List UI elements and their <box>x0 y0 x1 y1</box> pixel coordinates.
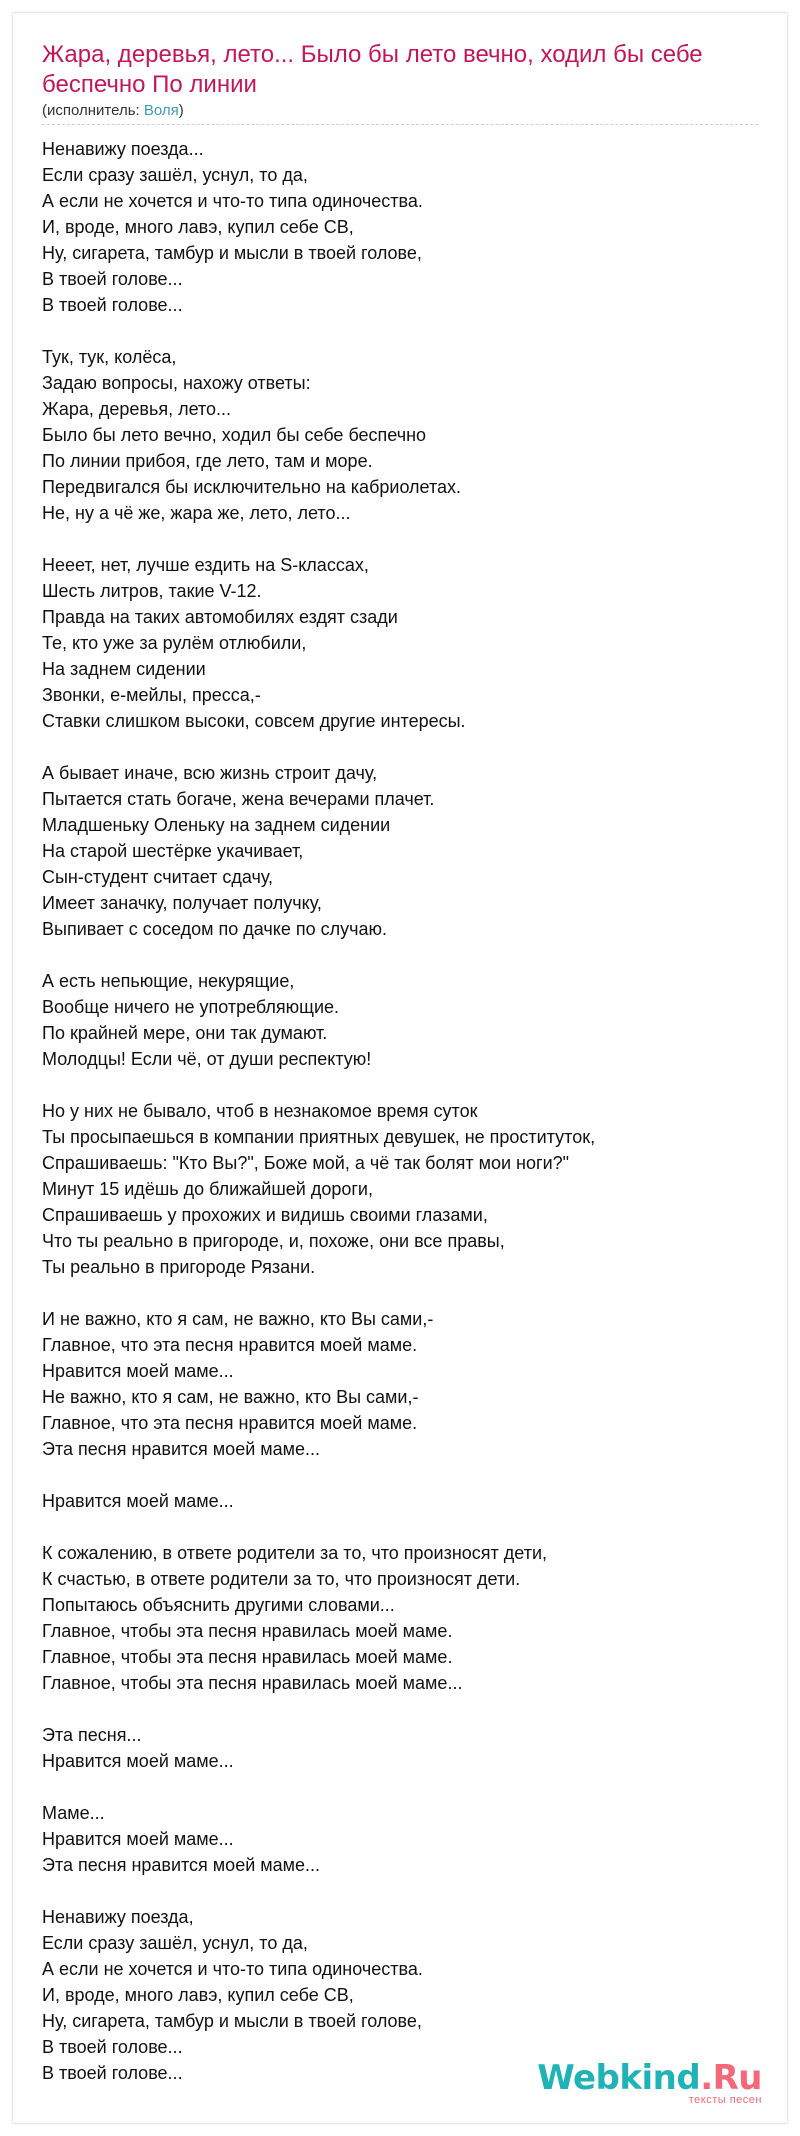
lyrics-stanza <box>42 136 742 318</box>
lyrics-line: И, вроде, много лавэ, купил себе СВ, <box>42 217 354 237</box>
lyrics-line: Имеет заначку, получает получку, <box>42 893 322 913</box>
lyrics-line: Главное, что эта песня нравится моей маме. <box>42 1413 418 1433</box>
lyrics-line: Если сразу зашёл, уснул, то да, <box>42 165 308 185</box>
lyrics-line: По крайней мере, они так думают. <box>42 1023 328 1043</box>
lyrics-line: Главное, чтобы эта песня нравилась моей маме. <box>42 1621 453 1641</box>
lyrics-line: К счастью, в ответе родители за то, что произносят дети. <box>42 1569 521 1589</box>
lyrics-line: Было бы лето вечно, ходил бы себе беспечно <box>42 425 427 445</box>
divider <box>42 124 758 125</box>
lyrics-stanza <box>42 1722 742 1774</box>
lyrics-line: Эта песня нравится моей маме... <box>42 1855 321 1875</box>
artist-prefix: (исполнитель: <box>42 102 144 119</box>
lyrics-line: А если не хочется и что-то типа одиночества. <box>42 191 423 211</box>
lyrics-line: Маме... <box>42 1803 105 1823</box>
lyrics-line: Попытаюсь объяснить другими словами... <box>42 1595 395 1615</box>
lyrics-line: Пытается стать богаче, жена вечерами плачет. <box>42 789 435 809</box>
lyrics-line: Эта песня нравится моей маме... <box>42 1439 321 1459</box>
lyrics-line: Нравится моей маме... <box>42 1751 234 1771</box>
lyrics-line: Но у них не бывало, чтоб в незнакомое время суток <box>42 1101 478 1121</box>
lyrics-line: Тук, тук, колёса, <box>42 347 177 367</box>
lyrics-line: Эта песня... <box>42 1725 142 1745</box>
lyrics-stanza <box>42 1098 742 1280</box>
lyrics-line: Шесть литров, такие V-12. <box>42 581 262 601</box>
lyrics-line: Ненавижу поезда... <box>42 139 204 159</box>
lyrics-line: А есть непьющие, некурящие, <box>42 971 295 991</box>
lyrics-line: Молодцы! Если чё, от души респектую! <box>42 1049 372 1069</box>
lyrics-stanza <box>42 552 742 734</box>
lyrics-line: На заднем сидении <box>42 659 206 679</box>
lyrics-line: Если сразу зашёл, уснул, то да, <box>42 1933 308 1953</box>
lyrics-line: Вообще ничего не употребляющие. <box>42 997 340 1017</box>
lyrics-line: Не, ну а чё же, жара же, лето, лето... <box>42 503 351 523</box>
lyrics-line: Ненавижу поезда, <box>42 1907 194 1927</box>
lyrics-line: Выпивает с соседом по дачке по случаю. <box>42 919 387 939</box>
lyrics-line: Не важно, кто я сам, не важно, кто Вы сами,- <box>42 1387 419 1407</box>
logo-tagline: тексты песен <box>688 2094 762 2106</box>
song-title: Жара, деревья, лето... Было бы лето вечно, ходил бы себе беспечно По линии <box>42 41 703 98</box>
lyrics-line: Минут 15 идёшь до ближайшей дороги, <box>42 1179 373 1199</box>
lyrics-line: Ставки слишком высоки, совсем другие интересы. <box>42 711 466 731</box>
logo-wordmark <box>537 2058 762 2098</box>
lyrics-line: Ты просыпаешься в компании приятных девушек, не проституток, <box>42 1127 596 1147</box>
lyrics-line: Правда на таких автомобилях ездят сзади <box>42 607 398 627</box>
lyrics-line: Младшеньку Оленьку на заднем сидении <box>42 815 391 835</box>
lyrics-line: А если не хочется и что-то типа одиночества. <box>42 1959 423 1979</box>
lyrics-line: Нравится моей маме... <box>42 1829 234 1849</box>
lyrics-line: Главное, чтобы эта песня нравилась моей маме. <box>42 1647 453 1667</box>
lyrics-line: В твоей голове... <box>42 269 183 289</box>
lyrics-line: Задаю вопросы, нахожу ответы: <box>42 373 311 393</box>
lyrics-stanza <box>42 760 742 942</box>
lyrics-line: Нравится моей маме... <box>42 1491 234 1511</box>
artist-link[interactable]: Воля <box>143 102 179 119</box>
lyrics-line: В твоей голове... <box>42 295 183 315</box>
lyrics-line: Ты реально в пригороде Рязани. <box>42 1257 316 1277</box>
lyrics-line: А бывает иначе, всю жизнь строит дачу, <box>42 763 378 783</box>
lyrics-stanza <box>42 968 742 1072</box>
lyrics-line: Ну, сигарета, тамбур и мысли в твоей голове, <box>42 243 422 263</box>
lyrics-stanza <box>42 1800 742 1878</box>
artist-line <box>42 102 184 119</box>
lyrics-line: И, вроде, много лавэ, купил себе СВ, <box>42 1985 354 2005</box>
lyrics-line: Главное, что эта песня нравится моей маме. <box>42 1335 418 1355</box>
lyrics-line: Жара, деревья, лето... <box>42 399 232 419</box>
lyrics-body <box>42 136 742 2086</box>
lyrics-stanza <box>42 1306 742 1462</box>
lyrics-line: Спрашиваешь: "Кто Вы?", Боже мой, а чё так болят мои ноги?" <box>42 1153 570 1173</box>
lyrics-line: На старой шестёрке укачивает, <box>42 841 304 861</box>
lyrics-line: Передвигался бы исключительно на кабриолетах. <box>42 477 462 497</box>
artist-suffix: ) <box>178 102 184 119</box>
lyrics-line: И не важно, кто я сам, не важно, кто Вы сами,- <box>42 1309 434 1329</box>
logo-web-text: Webkind <box>537 2058 701 2098</box>
lyrics-line: В твоей голове... <box>42 2063 183 2083</box>
lyrics-stanza <box>42 1540 742 1696</box>
lyrics-line: Что ты реально в пригороде, и, похоже, они все правы, <box>42 1231 505 1251</box>
lyrics-stanza <box>42 344 742 526</box>
lyrics-stanza <box>42 1488 742 1514</box>
webkind-logo[interactable] <box>537 2058 762 2106</box>
lyrics-line: В твоей голове... <box>42 2037 183 2057</box>
lyrics-line: Те, кто уже за рулём отлюбили, <box>42 633 307 653</box>
lyrics-line: К сожалению, в ответе родители за то, что произносят дети, <box>42 1543 547 1563</box>
lyrics-line: Спрашиваешь у прохожих и видишь своими глазами, <box>42 1205 488 1225</box>
lyrics-line: Ну, сигарета, тамбур и мысли в твоей голове, <box>42 2011 422 2031</box>
logo-ru-text: .Ru <box>700 2058 762 2098</box>
lyrics-line: Нееет, нет, лучше ездить на S-классах, <box>42 555 369 575</box>
lyrics-line: Главное, чтобы эта песня нравилась моей маме... <box>42 1673 463 1693</box>
lyrics-line: Нравится моей маме... <box>42 1361 234 1381</box>
lyrics-line: Сын-студент считает сдачу, <box>42 867 274 887</box>
lyrics-line: Звонки, е-мейлы, пресса,- <box>42 685 261 705</box>
lyrics-line: По линии прибоя, где лето, там и море. <box>42 451 373 471</box>
